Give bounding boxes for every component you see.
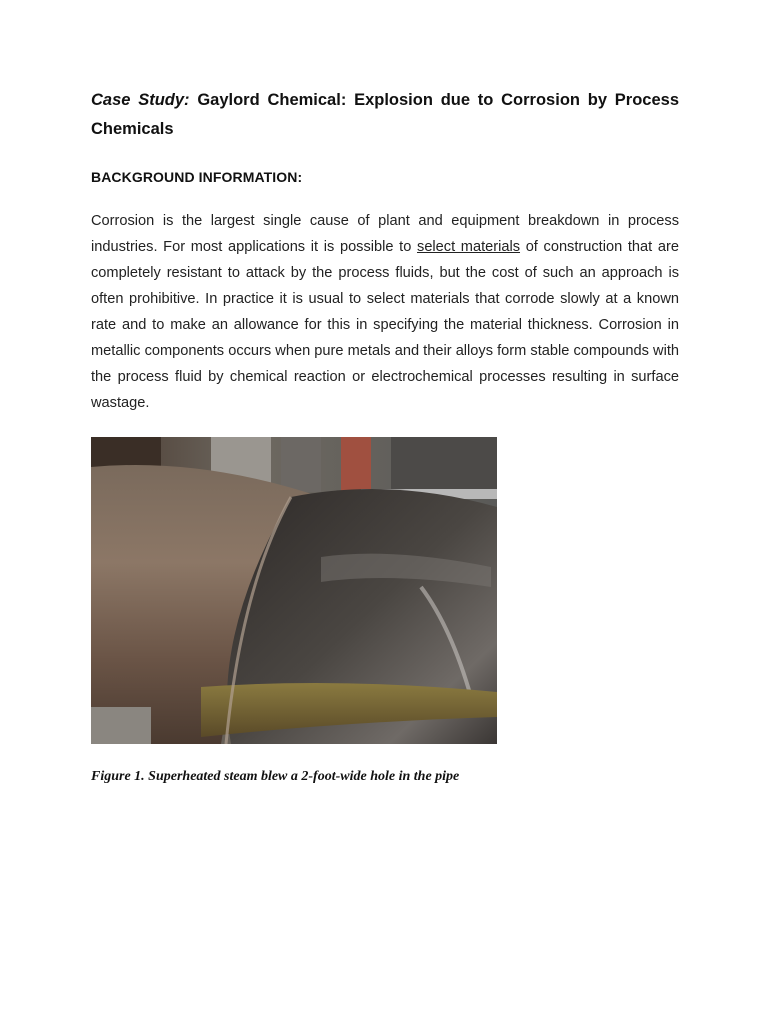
section-heading: BACKGROUND INFORMATION: — [91, 169, 303, 185]
paragraph-text-start: Corrosion is the largest single cause of plant and equipment breakdown in process industries. For most applications it is possible to — [91, 213, 679, 255]
corroded-pipe-photo — [91, 437, 497, 744]
title-text: Gaylord Chemical: Explosion due to Corrosion by Process Chemicals — [91, 91, 679, 138]
paragraph-text-end: of construction that are completely resistant to attack by the process fluids, but the cost of such an approach is often prohibitive. In practice it is usual to select materials that corrode slowly at a known rate and to make an allowance for this in specifying the material thickness. Corrosion in metallic components occurs when pure metals and their alloys form stable compounds with the process fluid by chemical reaction or electrochemical processes resulting in surface wastage. — [91, 239, 679, 411]
select-materials-link[interactable]: select materials — [417, 239, 521, 255]
document-title — [91, 86, 679, 144]
title-lead: Case Study: — [91, 91, 190, 109]
figure-caption: Figure 1. Superheated steam blew a 2-foot-wide hole in the pipe — [91, 769, 460, 784]
background-paragraph — [91, 208, 679, 416]
